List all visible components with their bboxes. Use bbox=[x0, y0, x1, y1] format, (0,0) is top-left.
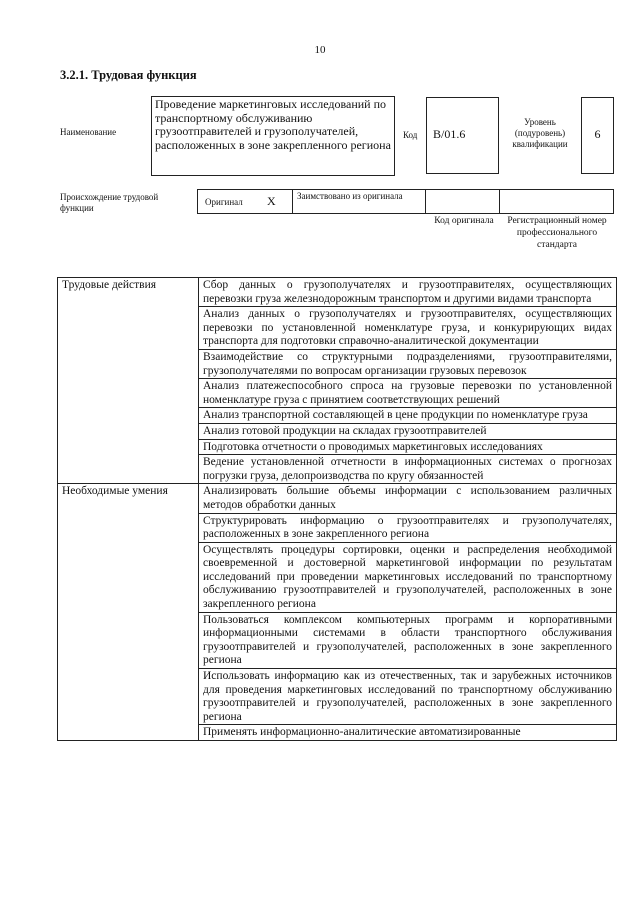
reg-number-cell bbox=[499, 189, 614, 214]
page-number: 10 bbox=[314, 44, 326, 56]
requirements-table bbox=[57, 277, 617, 741]
level-value: 6 bbox=[581, 97, 614, 174]
requirement-item: Структурировать информацию о грузоотправителях и грузополучателях, расположенных в зоне закрепленного региона bbox=[199, 513, 617, 542]
requirement-item: Взаимодействие со структурными подразделениями, грузоотправителями, грузополучателями по вопросам организации грузовых перевозок bbox=[199, 349, 617, 378]
function-name: Проведение маркетинговых исследований по транспортному обслуживанию грузоотправителей и грузополучателей, расположенных в зоне закрепленного региона bbox=[151, 96, 395, 176]
level-label: Уровень (подуровень) квалификации bbox=[512, 117, 568, 149]
requirement-item: Использовать информацию как из отечественных, так и зарубежных источников для проведения маркетинговых исследований по транспортному обслуживанию грузоотправителей и грузополучателей, расположенных в зоне закрепленного региона bbox=[199, 669, 617, 725]
requirement-item: Сбор данных о грузополучателях и грузоотправителях, осуществляющих перевозки груза железнодорожным транспортом и другими видами транспорта bbox=[199, 278, 617, 307]
requirement-item: Анализ готовой продукции на складах грузоотправителей bbox=[199, 423, 617, 439]
origin-original-cell bbox=[197, 189, 293, 214]
table-row bbox=[58, 484, 617, 513]
requirement-item: Анализ данных о грузополучателях и грузоотправителях, осуществляющих перевозки по установленной номенклатуре груза, и конкурирующих видах транспорта для подготовки справочно-аналитической документации bbox=[199, 307, 617, 350]
function-code: B/01.6 bbox=[426, 97, 499, 174]
section-title: 3.2.1. Трудовая функция bbox=[60, 68, 197, 82]
section-heading: Необходимые умения bbox=[58, 484, 199, 741]
original-mark: X bbox=[267, 194, 276, 208]
origin-borrowed-cell bbox=[292, 189, 426, 214]
code-label: Код bbox=[403, 130, 418, 140]
requirement-item: Осуществлять процедуры сортировки, оценки и распределения необходимой своевременной и достоверной маркетинговой информации по результатам исследований при проведении маркетинговых исследований по транспортному обслуживанию грузоотправителей и грузополучателей, расположенных в зоне закрепленного региона bbox=[199, 542, 617, 612]
requirement-item: Подготовка отчетности о проводимых маркетинговых исследованиях bbox=[199, 439, 617, 455]
code-original-cell bbox=[425, 189, 500, 214]
code-original-caption: Код оригинала bbox=[434, 216, 494, 226]
table-row bbox=[58, 278, 617, 307]
requirement-item: Анализировать большие объемы информации с использованием различных методов обработки данных bbox=[199, 484, 617, 513]
original-label: Оригинал bbox=[205, 197, 243, 207]
reg-number-caption: Регистрационный номер профессионального стандарта bbox=[507, 216, 607, 250]
requirement-item: Применять информационно-аналитические автоматизированные bbox=[199, 725, 617, 741]
requirement-item: Анализ транспортной составляющей в цене продукции по номенклатуре груза bbox=[199, 408, 617, 424]
requirement-item: Анализ платежеспособного спроса на грузовые перевозки по установленной номенклатуре груза с принятием соответствующих решений bbox=[199, 379, 617, 408]
name-label: Наименование bbox=[60, 127, 117, 137]
section-heading: Трудовые действия bbox=[58, 278, 199, 484]
borrowed-label: Заимствовано из оригинала bbox=[297, 191, 403, 201]
origin-label: Происхождение трудовой функции bbox=[60, 192, 159, 213]
requirement-item: Пользоваться комплексом компьютерных программ и корпоративными информационными системами в области транспортного обслуживания грузоотправителей и грузополучателей, расположенных в зоне закрепленного региона bbox=[199, 612, 617, 668]
requirement-item: Ведение установленной отчетности в информационных системах о прогнозах погрузки груза, делопроизводства по кругу обязанностей bbox=[199, 455, 617, 484]
